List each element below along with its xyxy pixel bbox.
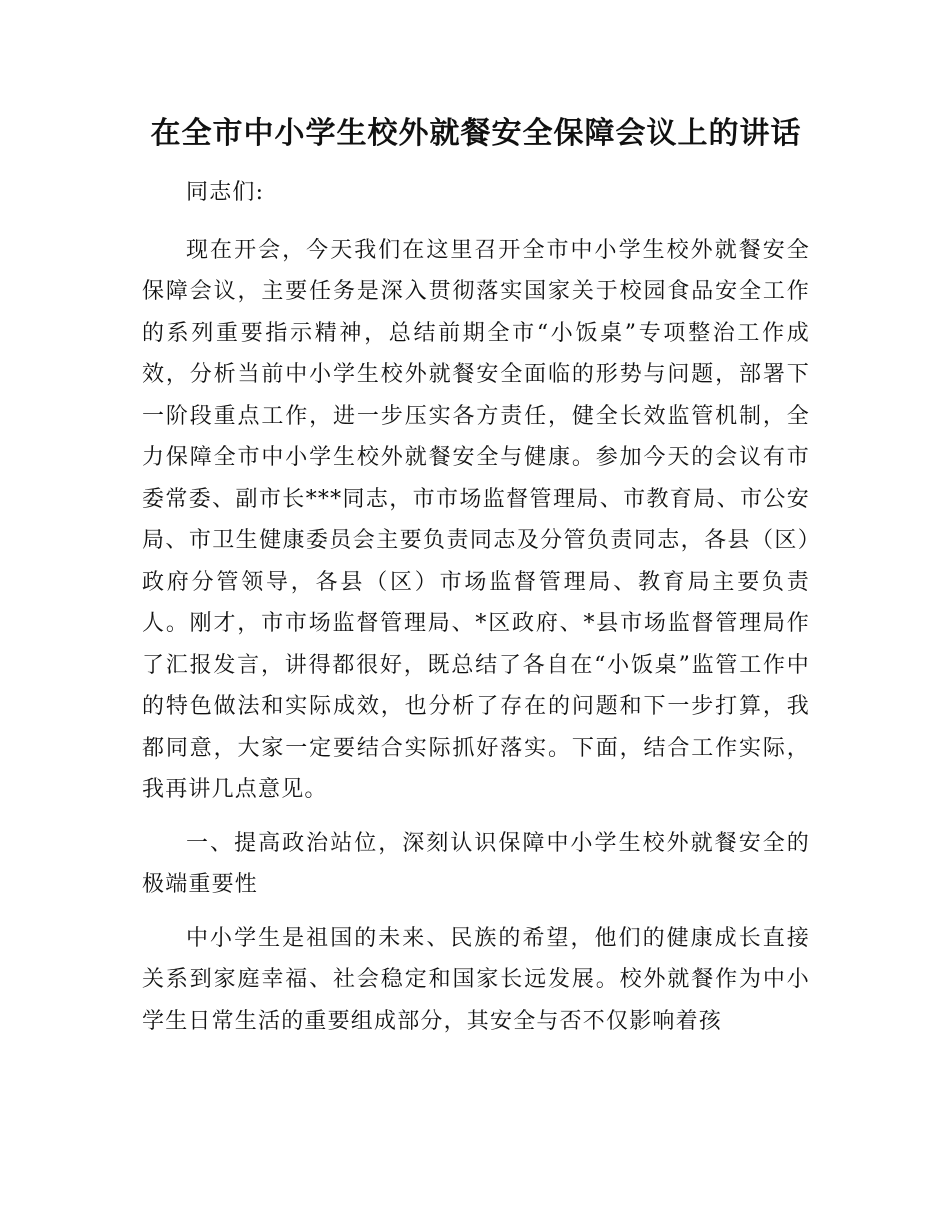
section-heading-1: 一、提高政治站位，深刻认识保障中小学生校外就餐安全的极端重要性 (142, 830, 810, 897)
greeting-line: 同志们: (186, 180, 265, 205)
document-title: 在全市中小学生校外就餐安全保障会议上的讲话 (150, 116, 802, 151)
opening-paragraph: 现在开会，今天我们在这里召开全市中小学生校外就餐安全保障会议，主要任务是深入贯彻落实国家关于校园食品安全工作的系列重要指示精神，总结前期全市“小饭桌”专项整治工作成效，分析当前中小学生校外就餐安全面临的形势与问题，部署下一阶段重点工作，进一步压实各方责任，健全长效监管机制，全力保障全市中小学生校外就餐安全与健康。参加今天的会议有市委常委、副市长***同志，市市场监督管理局、市教育局、市公安局、市卫生健康委员会主要负责同志及分管负责同志，各县（区）政府分管领导，各县（区）市场监督管理局、教育局主要负责人。刚才，市市场监督管理局、*区政府、*县市场监督管理局作了汇报发言，讲得都很好，既总结了各自在“小饭桌”监管工作中的特色做法和实际成效，也分析了存在的问题和下一步打算，我都同意，大家一定要结合实际抓好落实。下面，结合工作实际，我再讲几点意见。 (142, 237, 810, 802)
document-page (142, 112, 810, 1054)
section-1-paragraph: 中小学生是祖国的未来、民族的希望，他们的健康成长直接关系到家庭幸福、社会稳定和国家长远发展。校外就餐作为中小学生日常生活的重要组成部分，其安全与否不仅影响着孩 (142, 925, 810, 1034)
